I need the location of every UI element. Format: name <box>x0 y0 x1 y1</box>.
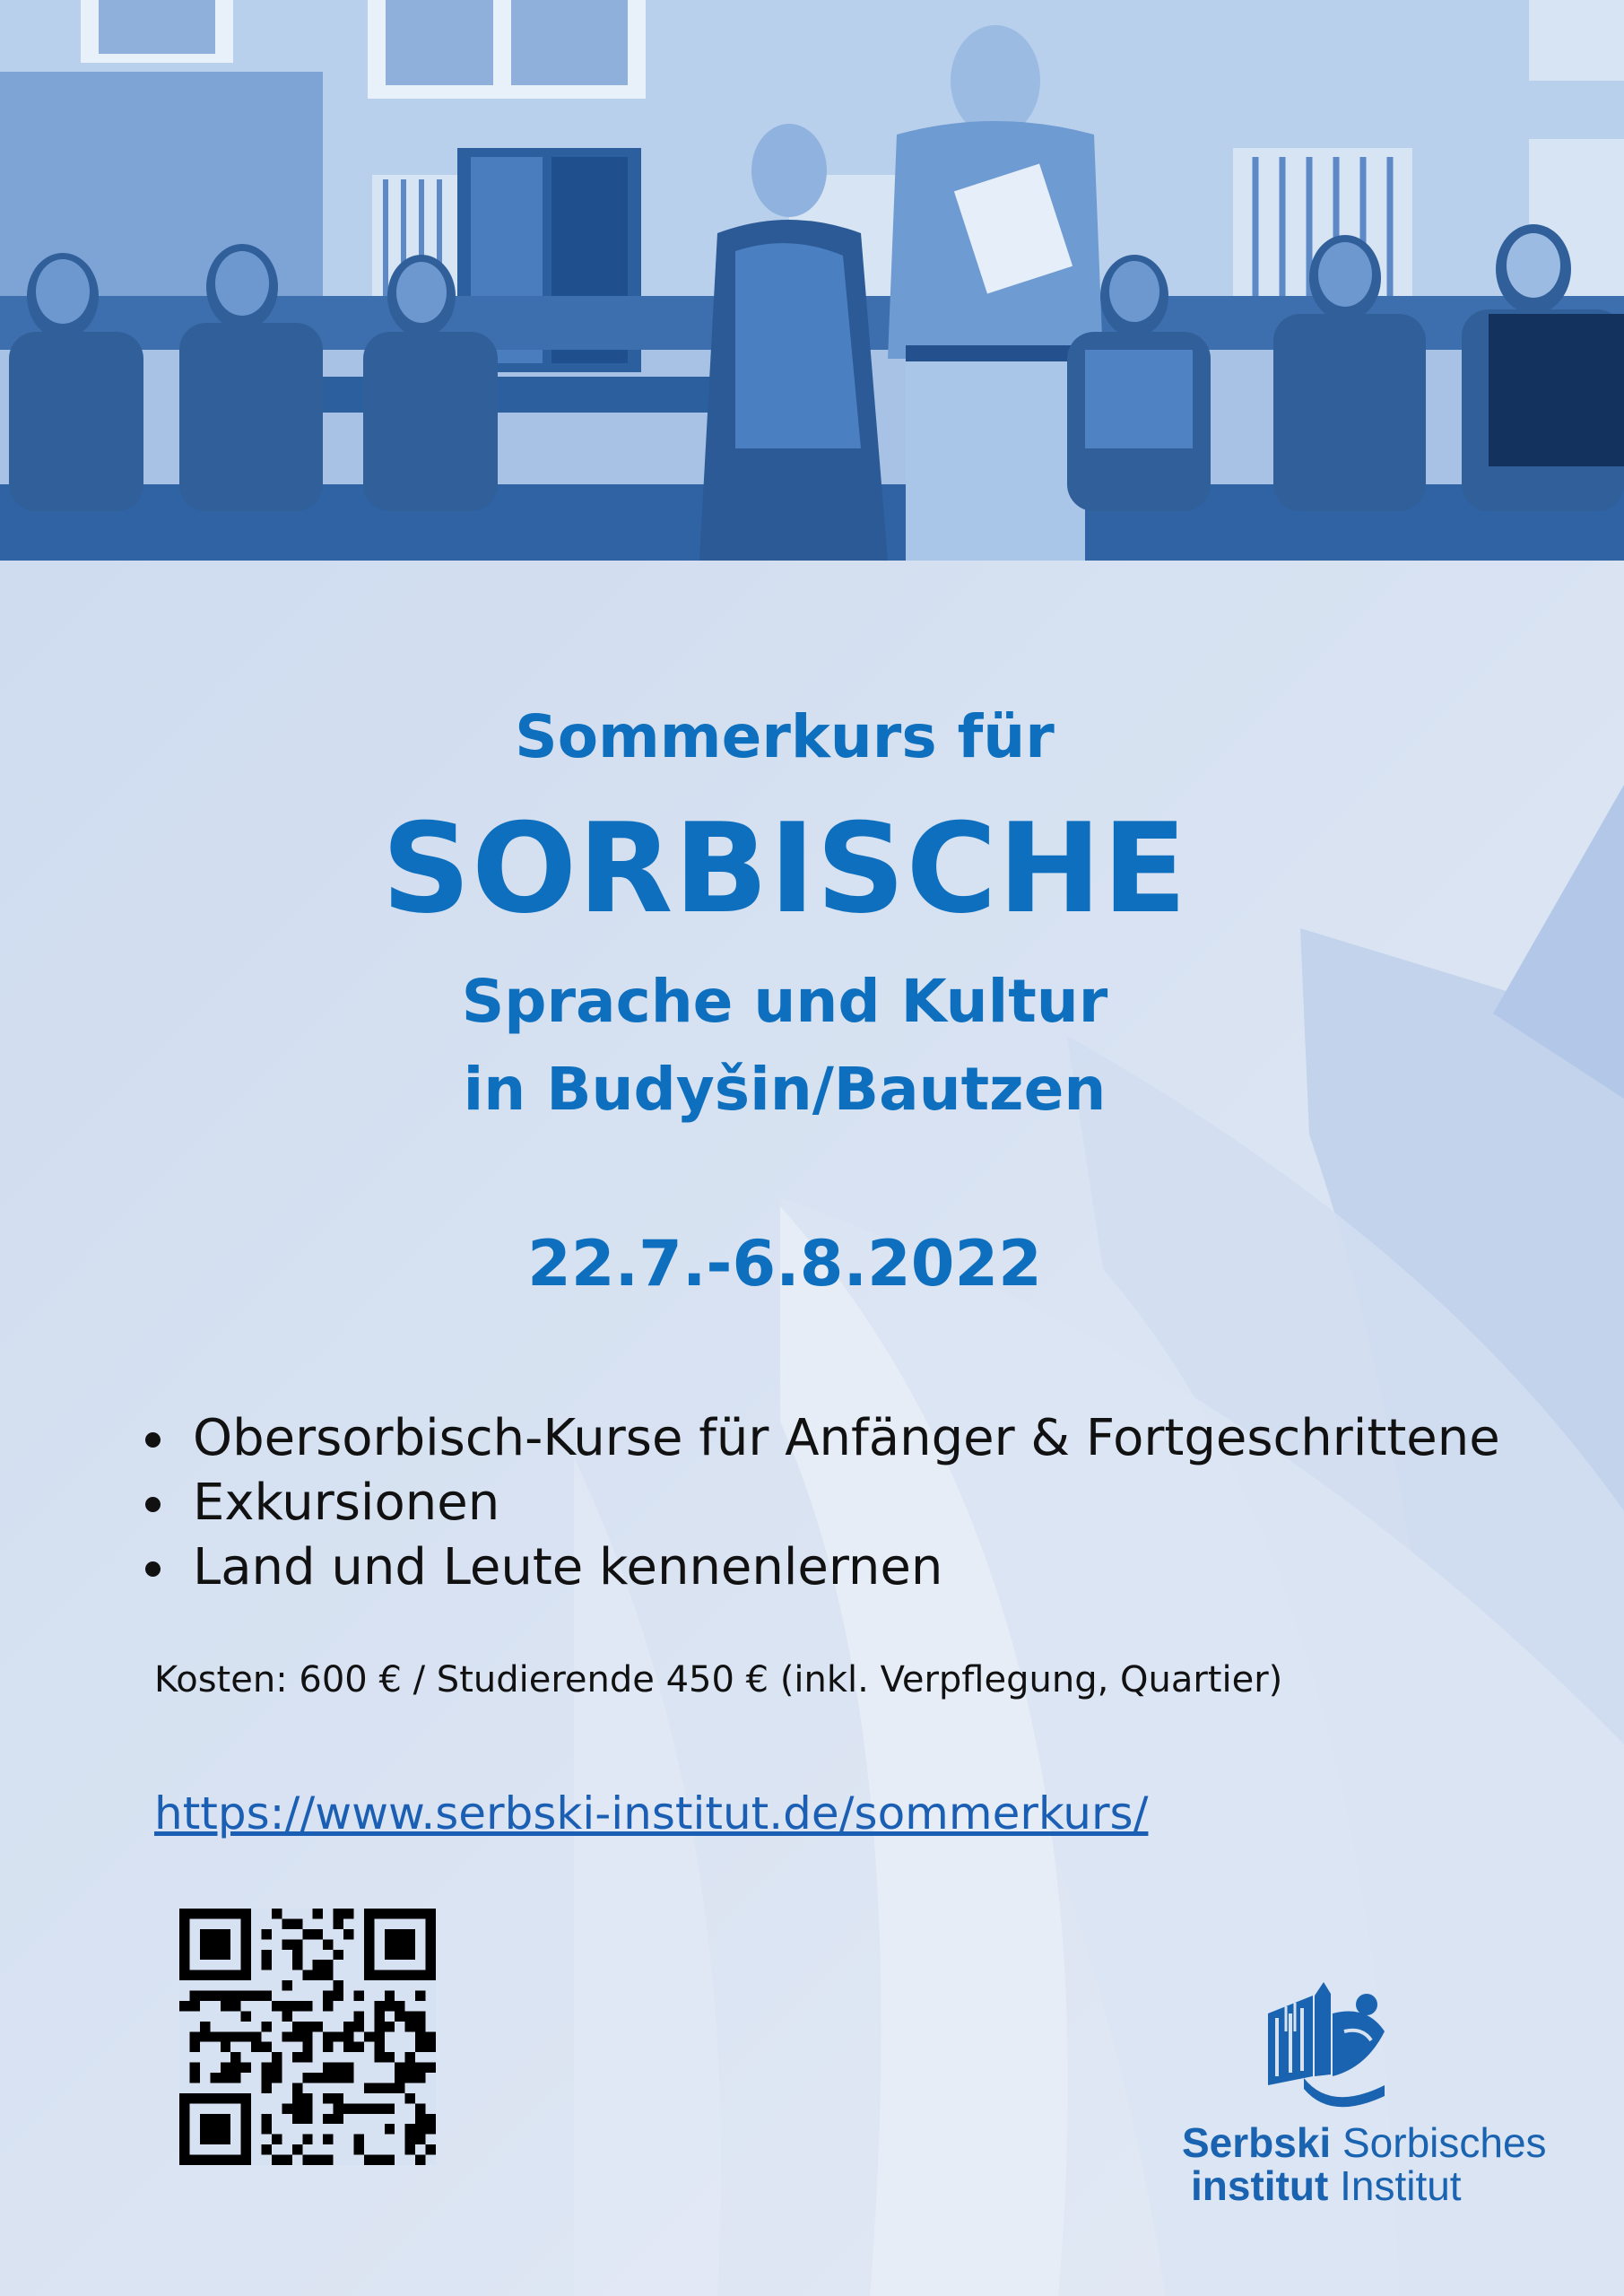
list-item-text: Obersorbisch-Kurse für Anfänger & Fortgeschrittene <box>193 1409 1500 1467</box>
logo-sorbisches: Sorbisches <box>1342 2119 1547 2166</box>
list-item-text: Exkursionen <box>193 1474 500 1532</box>
logo-institut-sorbian: institut <box>1191 2162 1329 2209</box>
qr-code-icon[interactable] <box>179 1909 436 2165</box>
book-tree-logo-icon <box>1259 1978 1403 2112</box>
costs-text: Kosten: 600 € / Studierende 450 € (inkl. Verpflegung, Quartier) <box>154 1659 1283 1700</box>
list-item-text: Land und Leute kennenlernen <box>193 1538 943 1596</box>
course-link[interactable]: https://www.serbski-institut.de/sommerkurs/ <box>154 1787 1149 1839</box>
logo-serbski: Serbski <box>1182 2119 1332 2166</box>
institute-logo <box>1182 1978 1547 2211</box>
logo-institut-german: Institut <box>1340 2162 1462 2209</box>
bullet-icon <box>145 1497 161 1512</box>
bullet-icon <box>145 1432 161 1448</box>
bullet-icon <box>145 1561 161 1577</box>
feature-list <box>133 1406 1500 1600</box>
list-item <box>133 1471 1500 1535</box>
list-item <box>133 1535 1500 1600</box>
list-item <box>133 1406 1500 1471</box>
logo-wordmark <box>1182 2121 1547 2207</box>
subtitle-top: Sommerkurs für <box>515 702 1055 771</box>
subtitle-line-2: in Budyšin/Bautzen <box>463 1055 1107 1124</box>
course-dates: 22.7.-6.8.2022 <box>527 1227 1042 1300</box>
header-photo <box>0 0 1624 561</box>
subtitle-line-1: Sprache und Kultur <box>461 967 1108 1036</box>
headline: SORBISCHE <box>381 796 1188 941</box>
